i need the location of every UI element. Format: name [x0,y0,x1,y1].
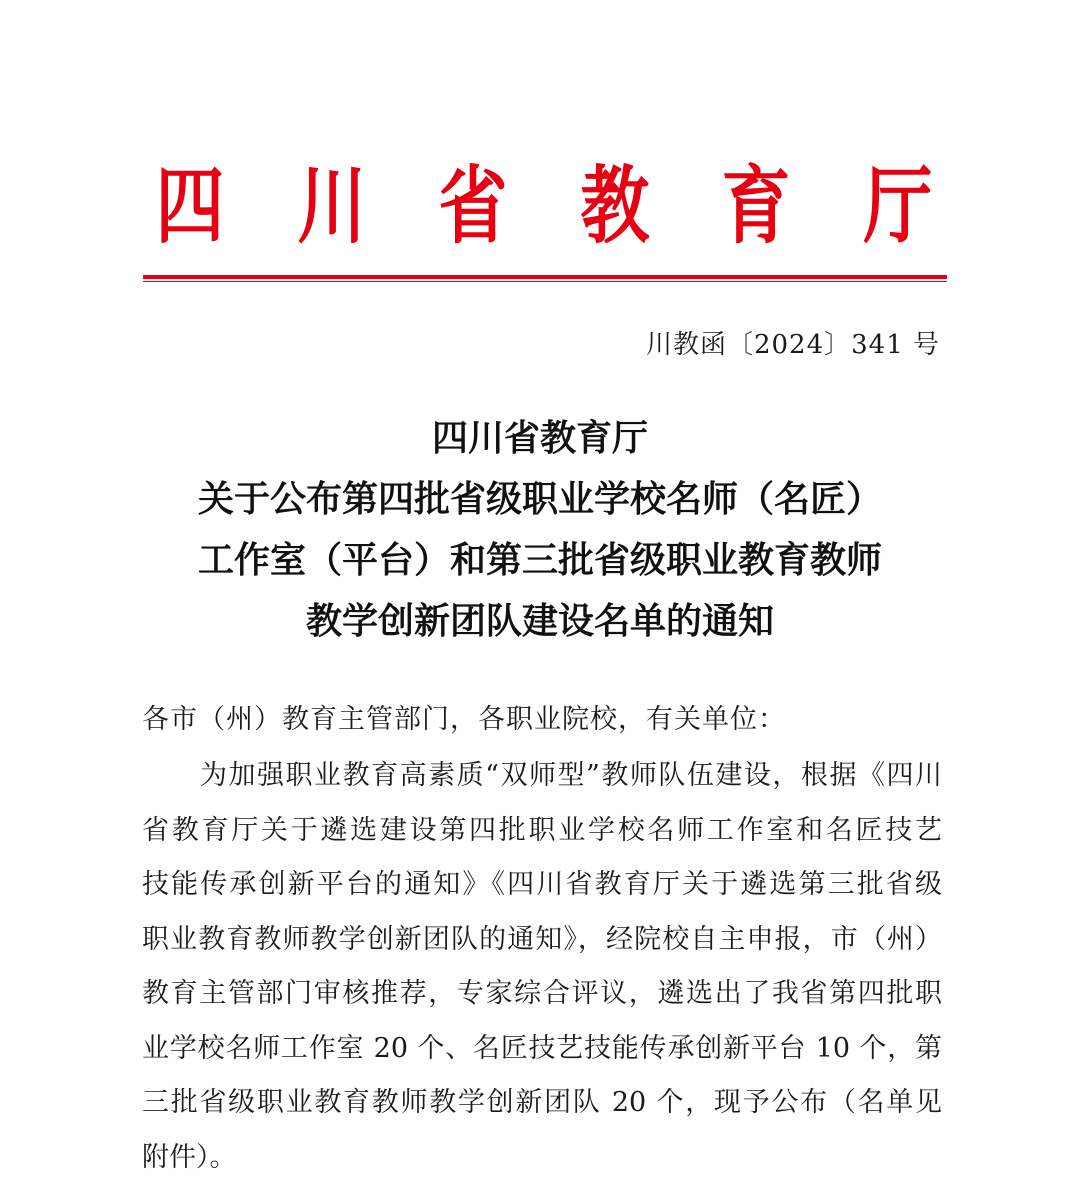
body-paragraph [142,754,942,1190]
title-line: 工作室（平台）和第三批省级职业教育教师 [130,530,950,591]
body-line: 三批省级职业教育教师教学创新团队 20 个，现予公布（名单见 [142,1081,942,1136]
document-number: 川教函〔2024〕341 号 [646,325,940,365]
masthead-char: 育 [715,164,797,248]
body-line: 省教育厅关于遴选建设第四批职业学校名师工作室和名匠技艺 [142,809,942,864]
masthead-divider-thin [143,281,947,282]
document-title [130,408,950,652]
body-line: 教育主管部门审核推荐，专家综合评议，遴选出了我省第四批职 [142,972,942,1027]
body-line: 附件）。 [142,1136,942,1190]
title-line: 四川省教育厅 [130,408,950,469]
masthead-divider-thick [143,275,947,279]
masthead-char: 四 [149,164,231,248]
masthead-title [140,156,948,256]
masthead-char: 川 [291,164,373,248]
body-line: 职业教育教师教学创新团队的通知》，经院校自主申报，市（州） [142,918,942,973]
body-line: 为加强职业教育高素质“双师型”教师队伍建设，根据《四川 [142,754,942,809]
body-line: 业学校名师工作室 20 个、名匠技艺技能传承创新平台 10 个，第 [142,1027,942,1082]
title-line: 教学创新团队建设名单的通知 [130,591,950,652]
masthead-char: 厅 [857,164,939,248]
masthead-char: 省 [432,164,514,248]
salutation: 各市（州）教育主管部门，各职业院校，有关单位： [142,698,786,742]
body-line: 技能传承创新平台的通知》《四川省教育厅关于遴选第三批省级 [142,863,942,918]
title-line: 关于公布第四批省级职业学校名师（名匠） [130,469,950,530]
masthead-char: 教 [574,164,656,248]
